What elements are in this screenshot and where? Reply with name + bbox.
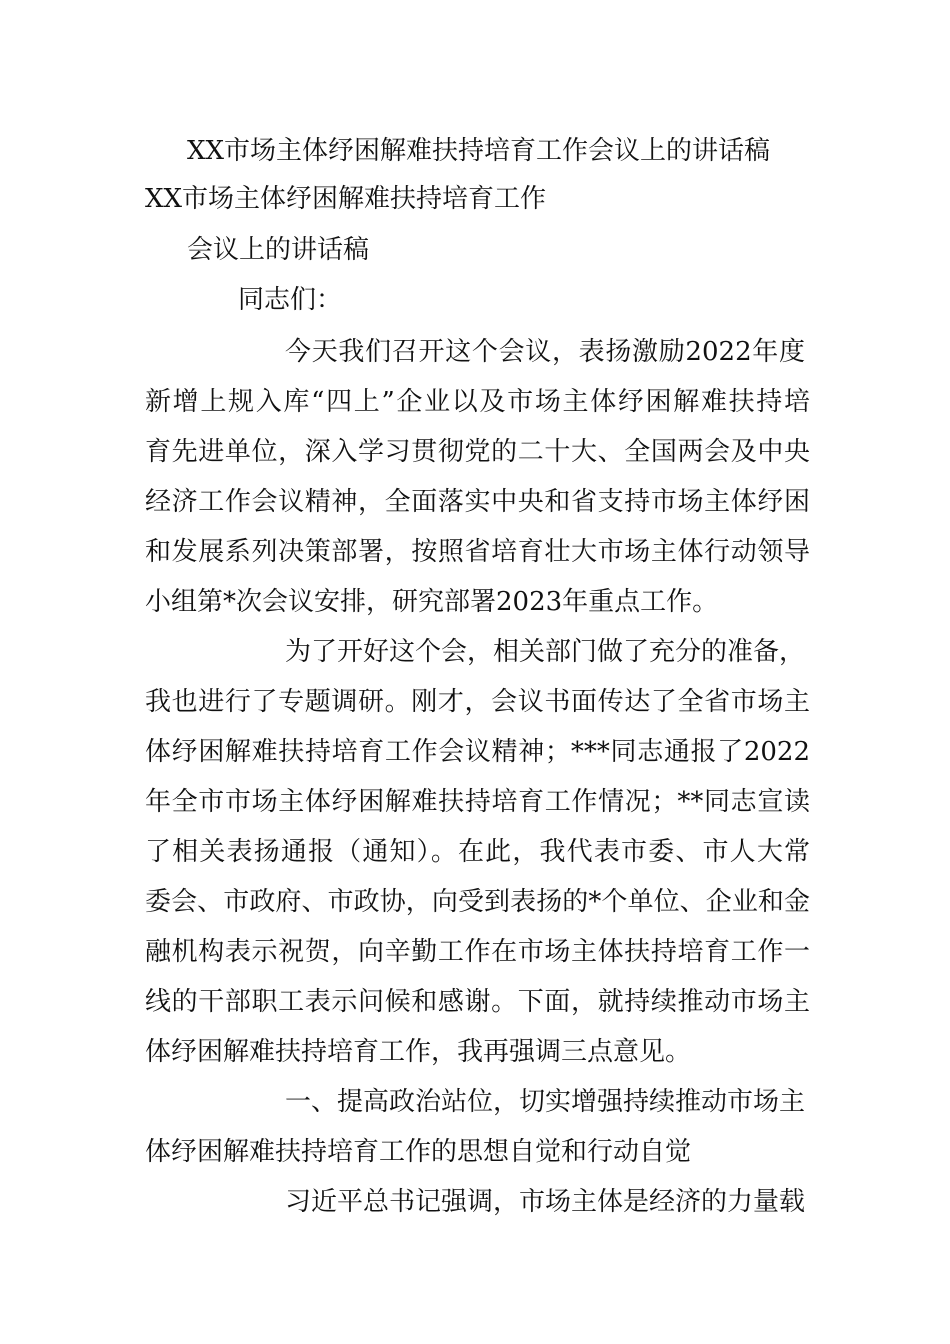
paragraph-1-line-3: 育先进单位，深入学习贯彻党的二十大、全国两会及中央 [145, 437, 810, 467]
paragraph-2-line-2: 我也进行了专题调研。刚才，会议书面传达了全省市场主 [145, 687, 810, 717]
paragraph-1-line-1: 今天我们召开这个会议，表扬激励2022年度 [285, 337, 805, 367]
paragraph-4-line-1: 习近平总书记强调，市场主体是经济的力量载 [285, 1187, 806, 1217]
document-subtitle-line-1: XX市场主体纾困解难扶持培育工作 [145, 184, 547, 214]
document-title: XX市场主体纾困解难扶持培育工作会议上的讲话稿 [187, 136, 771, 166]
paragraph-1-line-6: 小组第*次会议安排，研究部署2023年重点工作。 [145, 587, 719, 617]
paragraph-2-line-3: 体纾困解难扶持培育工作会议精神；***同志通报了2022 [145, 737, 810, 767]
section-1-heading-line-2: 体纾困解难扶持培育工作的思想自觉和行动自觉 [145, 1137, 692, 1167]
paragraph-1-line-2: 新增上规入库“四上”企业以及市场主体纾困解难扶持培 [145, 387, 810, 417]
salutation: 同志们： [238, 285, 343, 315]
paragraph-1-line-5: 和发展系列决策部署，按照省培育壮大市场主体行动领导 [145, 537, 810, 567]
paragraph-2-line-7: 融机构表示祝贺，向辛勤工作在市场主体扶持培育工作一 [145, 937, 810, 967]
paragraph-1-line-4: 经济工作会议精神，全面落实中央和省支持市场主体纾困 [145, 487, 810, 517]
paragraph-2-line-4: 年全市市场主体纾困解难扶持培育工作情况；**同志宣读 [145, 787, 810, 817]
paragraph-2-line-6: 委会、市政府、市政协，向受到表扬的*个单位、企业和金 [145, 887, 810, 917]
paragraph-2-line-1: 为了开好这个会，相关部门做了充分的准备， [285, 637, 806, 667]
paragraph-2-line-5: 了相关表扬通报（通知）。在此，我代表市委、市人大常 [145, 837, 810, 867]
paragraph-2-line-8: 线的干部职工表示问候和感谢。下面，就持续推动市场主 [145, 987, 810, 1017]
document-subtitle-line-2: 会议上的讲话稿 [187, 235, 370, 265]
section-1-heading-line-1: 一、提高政治站位，切实增强持续推动市场主 [285, 1087, 806, 1117]
paragraph-2-line-9: 体纾困解难扶持培育工作，我再强调三点意见。 [145, 1037, 692, 1067]
